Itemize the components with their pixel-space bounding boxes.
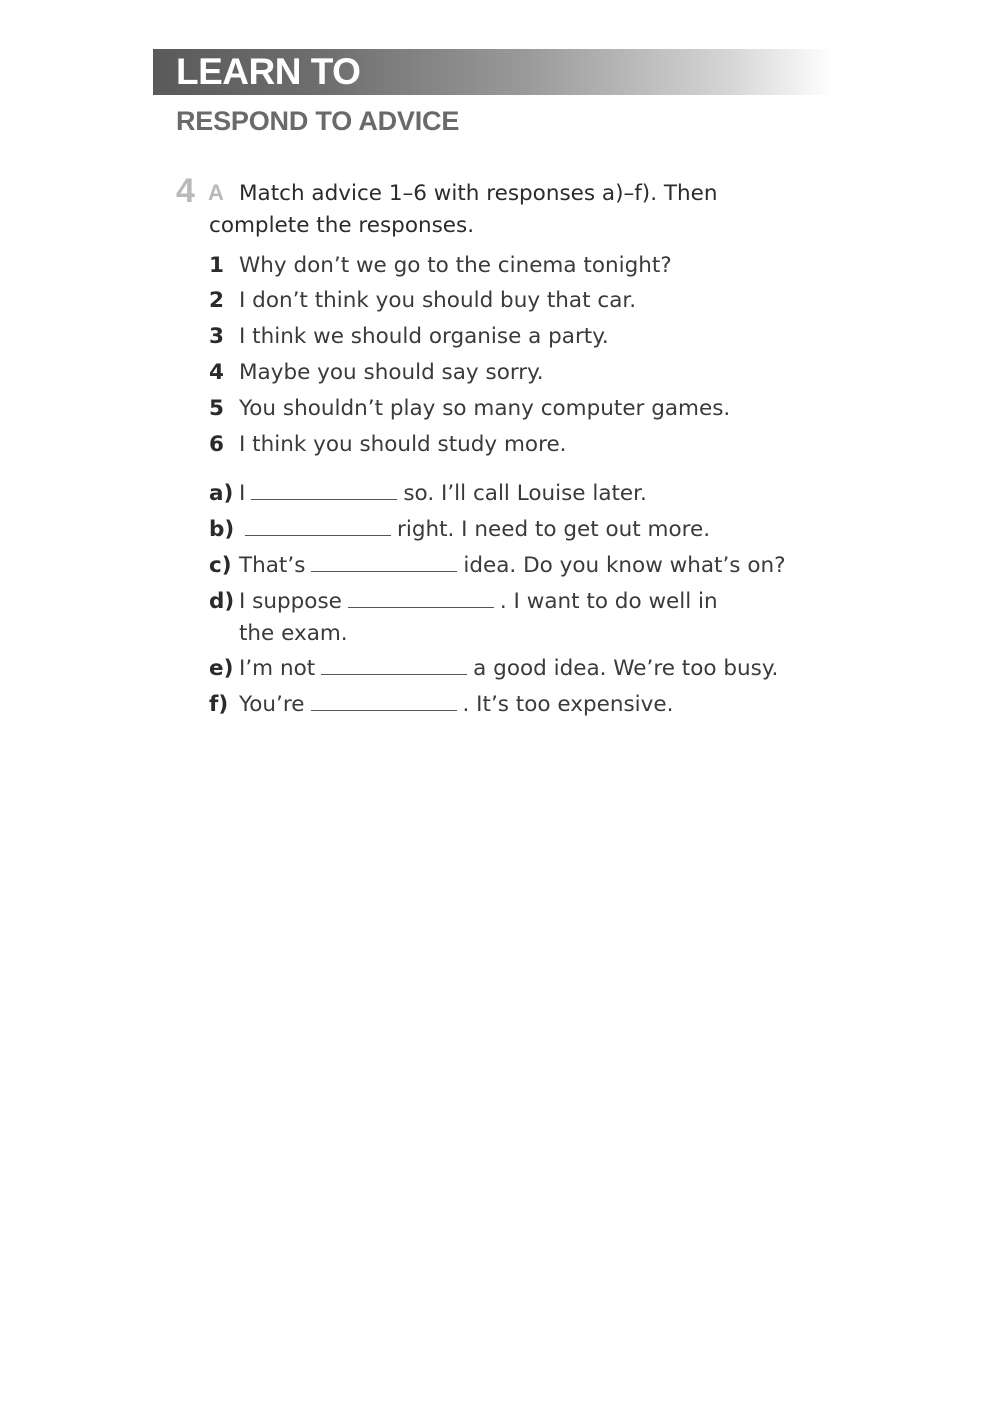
advice-item <box>209 250 672 282</box>
response-before: You’re <box>239 692 305 717</box>
advice-number: 1 <box>209 253 224 278</box>
response-item <box>209 550 786 582</box>
answer-blank[interactable] <box>321 656 467 675</box>
response-label: a) <box>209 481 234 506</box>
advice-text: Why don’t we go to the cinema tonight? <box>239 253 672 278</box>
response-after: a good idea. We’re too busy. <box>473 656 779 681</box>
response-before: I <box>239 481 246 506</box>
response-after: right. I need to get out more. <box>397 517 711 542</box>
response-item <box>209 689 673 721</box>
section-subtitle: RESPOND TO ADVICE <box>176 106 460 136</box>
response-item <box>209 653 778 685</box>
response-label: f) <box>209 692 229 717</box>
advice-number: 3 <box>209 324 224 349</box>
advice-text: You shouldn’t play so many computer games. <box>239 396 731 421</box>
response-item <box>209 514 710 546</box>
answer-blank[interactable] <box>348 589 494 608</box>
advice-item <box>209 429 567 461</box>
response-after: so. I’ll call Louise later. <box>403 481 647 506</box>
advice-text: I think you should study more. <box>239 432 567 457</box>
advice-number: 2 <box>209 288 224 313</box>
response-label: e) <box>209 656 234 681</box>
advice-number: 6 <box>209 432 224 457</box>
advice-item <box>209 321 609 353</box>
advice-item <box>209 285 636 317</box>
response-after: . I want to do well in <box>499 589 718 614</box>
response-before: That’s <box>239 553 306 578</box>
section-title: LEARN TO <box>176 51 361 92</box>
exercise-number: 4 <box>176 172 195 210</box>
answer-blank[interactable] <box>311 553 457 572</box>
response-before: I’m not <box>239 656 316 681</box>
response-before: I suppose <box>239 589 342 614</box>
advice-text: I think we should organise a party. <box>239 324 609 349</box>
advice-text: I don’t think you should buy that car. <box>239 288 637 313</box>
response-item <box>209 586 718 618</box>
answer-blank[interactable] <box>245 517 391 536</box>
answer-blank[interactable] <box>311 692 457 711</box>
advice-number: 4 <box>209 360 224 385</box>
exercise-letter: A <box>208 180 224 205</box>
response-continuation: the exam. <box>239 621 348 646</box>
answer-blank[interactable] <box>251 481 397 500</box>
response-after: . It’s too expensive. <box>462 692 674 717</box>
response-after: idea. Do you know what’s on? <box>463 553 786 578</box>
response-item <box>209 478 647 510</box>
response-label: d) <box>209 589 235 614</box>
advice-text: Maybe you should say sorry. <box>239 360 544 385</box>
response-label: c) <box>209 553 232 578</box>
advice-number: 5 <box>209 396 224 421</box>
response-label: b) <box>209 517 235 542</box>
advice-item <box>209 393 730 425</box>
advice-item <box>209 357 544 389</box>
exercise-instruction: Match advice 1–6 with responses a)–f). Then complete the responses. <box>209 181 718 238</box>
